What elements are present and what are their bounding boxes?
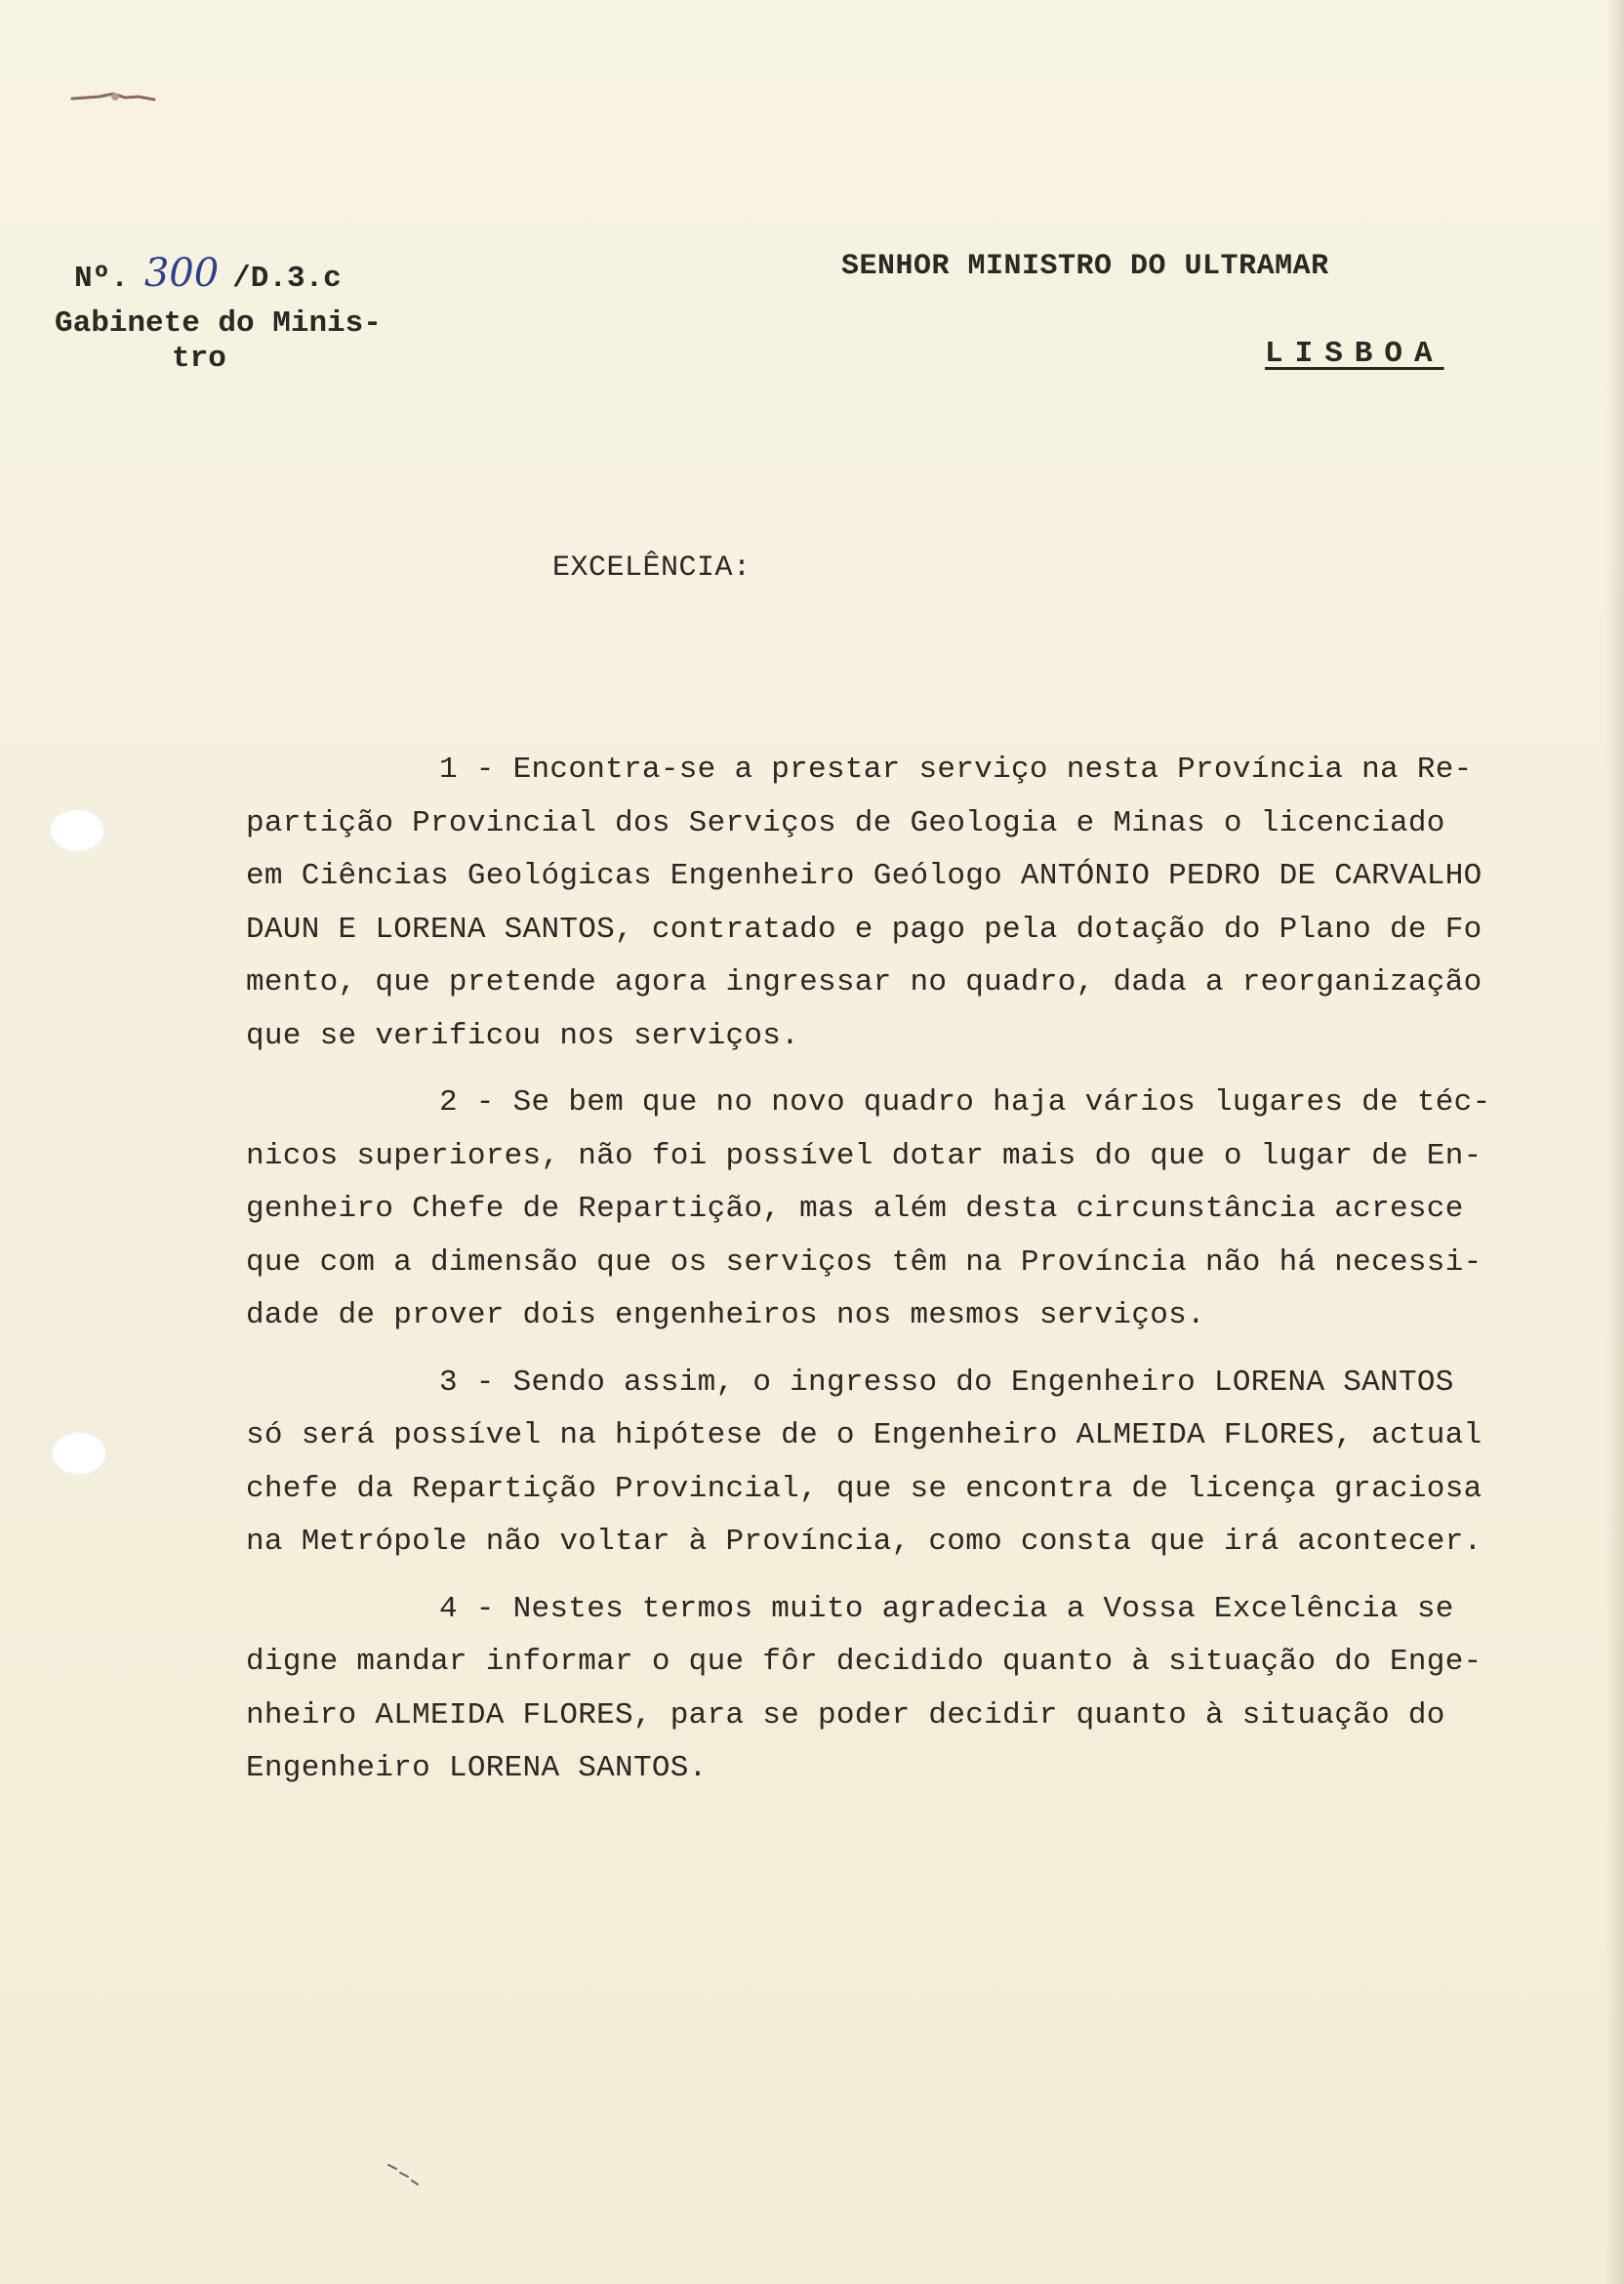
paragraph-line: que se verificou nos serviços. — [246, 1018, 800, 1053]
paragraph-line: 2 - Se bem que no novo quadro haja vários lugares de téc- — [439, 1085, 1491, 1120]
letter-body — [246, 744, 1554, 1810]
paragraph-line: Engenheiro LORENA SANTOS. — [246, 1751, 708, 1785]
paragraph-line: que com a dimensão que os serviços têm na Província não há necessi- — [246, 1244, 1482, 1280]
paragraph-line: em Ciências Geológicas Engenheiro Geólogo ANTÓNIO PEDRO DE CARVALHO — [246, 859, 1482, 893]
stray-pen-mark-icon — [385, 2159, 424, 2188]
reference-number-handwritten: 300 — [143, 251, 220, 296]
reference-number-line — [55, 251, 426, 297]
paragraph-line: 3 - Sendo assim, o ingresso do Engenheiro LORENA SANTOS — [439, 1365, 1454, 1400]
punch-hole-top — [49, 808, 105, 853]
paragraph-line: na Metrópole não voltar à Província, como consta que irá acontecer. — [246, 1525, 1482, 1559]
salutation: EXCELÊNCIA: — [552, 551, 751, 585]
paragraph-line: digne mandar informar o que fôr decidido quanto à situação do Enge- — [246, 1645, 1482, 1679]
staple-mark-icon — [70, 90, 158, 105]
page-edge-shadow — [1606, 0, 1624, 2284]
reference-prefix: Nº. — [74, 262, 129, 296]
paragraph-line: mento, que pretende agora ingressar no quadro, dada a reorganização — [246, 965, 1482, 999]
paragraph-1 — [246, 744, 1554, 1063]
paragraph-4 — [246, 1583, 1554, 1796]
paragraph-line: nicos superiores, não foi possível dotar mais do que o lugar de En- — [246, 1138, 1482, 1173]
reference-suffix: /D.3.c — [232, 262, 342, 296]
reference-office-line-2: tro — [172, 342, 226, 376]
paragraph-line: DAUN E LORENA SANTOS, contratado e pago pela dotação do Plano de Fo — [246, 912, 1482, 947]
punch-hole-bottom — [51, 1431, 107, 1476]
paragraph-line: dade de prover dois engenheiros nos mesmos serviços. — [246, 1298, 1205, 1332]
paragraph-2 — [246, 1077, 1554, 1343]
reference-office-line-1: Gabinete do Minis- — [55, 306, 382, 341]
paragraph-line: genheiro Chefe de Repartição, mas além desta circunstância acresce — [246, 1192, 1464, 1226]
addressee-city: LISBOA — [1265, 337, 1444, 371]
paragraph-line: 4 - Nestes termos muito agradecia a Vossa Excelência se — [439, 1591, 1454, 1626]
paragraph-line: nheiro ALMEIDA FLORES, para se poder decidir quanto à situação do — [246, 1697, 1445, 1733]
paragraph-line: chefe da Repartição Provincial, que se encontra de licença graciosa — [246, 1471, 1482, 1506]
paragraph-line: 1 - Encontra-se a prestar serviço nesta Província na Re- — [439, 753, 1473, 787]
reference-block — [55, 251, 426, 377]
paragraph-3 — [246, 1357, 1554, 1570]
paragraph-line: partição Provincial dos Serviços de Geologia e Minas o licenciado — [246, 805, 1445, 840]
paragraph-line: só será possível na hipótese de o Engenheiro ALMEIDA FLORES, actual — [246, 1418, 1482, 1452]
addressee: SENHOR MINISTRO DO ULTRAMAR — [841, 250, 1329, 283]
